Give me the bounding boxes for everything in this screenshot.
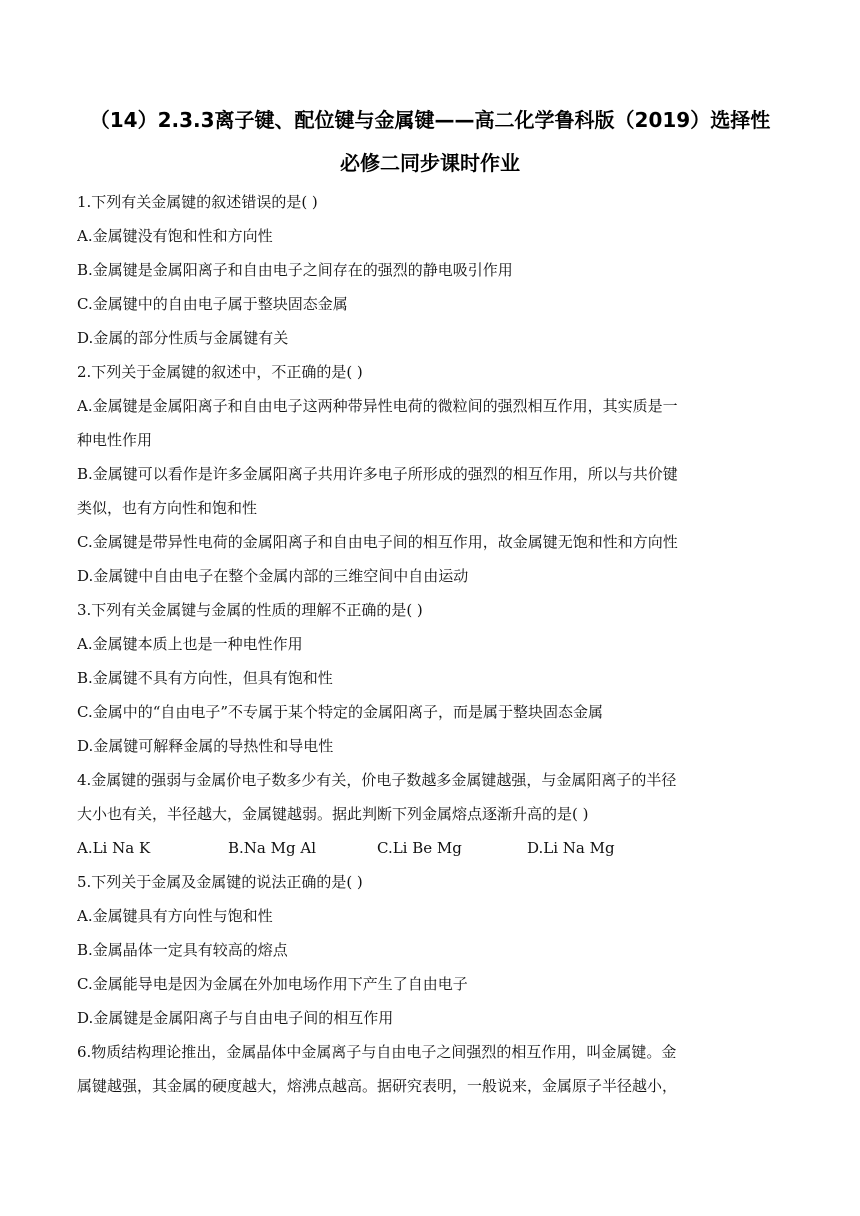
document-title-line-2: 必修二同步课时作业 [340,151,520,175]
option-a: A.金属键本质上也是一种电性作用 [77,635,303,653]
question-stem: 3.下列有关金属键与金属的性质的理解不正确的是( ) [77,601,423,619]
question-stem: 4.金属键的强弱与金属价电子数多少有关，价电子数越多金属键越强，与金属阳离子的半径 [77,771,677,789]
option-b: B.金属键是金属阳离子和自由电子之间存在的强烈的静电吸引作用 [77,261,513,279]
option-d: D.金属键中自由电子在整个金属内部的三维空间中自由运动 [77,567,469,585]
question-2 [77,355,777,593]
question-stem-continued: 属键越强，其金属的硬度越大，熔沸点越高。据研究表明，一般说来，金属原子半径越小， [77,1077,678,1095]
option-a: A.金属键具有方向性与饱和性 [77,907,273,925]
question-5 [77,865,777,1035]
option-b: B.Na Mg Al [228,839,316,857]
option-c: C.金属能导电是因为金属在外加电场作用下产生了自由电子 [77,975,468,993]
question-stem: 2.下列关于金属键的叙述中，不正确的是( ) [77,363,363,381]
question-3 [77,593,777,763]
option-b-continued: 类似，也有方向性和饱和性 [77,499,258,517]
option-b: B.金属晶体一定具有较高的熔点 [77,941,288,959]
option-b: B.金属键不具有方向性，但具有饱和性 [77,669,333,687]
question-stem: 5.下列关于金属及金属键的说法正确的是( ) [77,873,363,891]
option-c: C.金属键中的自由电子属于整块固态金属 [77,295,348,313]
option-c: C.Li Be Mg [377,839,462,857]
inline-options [77,831,777,865]
option-c: C.金属中的“自由电子”不专属于某个特定的金属阳离子，而是属于整块固态金属 [77,703,604,721]
option-b: B.金属键可以看作是许多金属阳离子共用许多电子所形成的强烈的相互作用，所以与共价键 [77,465,678,483]
option-a: A.金属键是金属阳离子和自由电子这两种带异性电荷的微粒间的强烈相互作用，其实质是一 [77,397,678,415]
question-6 [77,1035,777,1103]
option-d: D.金属键是金属阳离子与自由电子间的相互作用 [77,1009,394,1027]
option-d: D.金属的部分性质与金属键有关 [77,329,289,347]
option-c: C.金属键是带异性电荷的金属阳离子和自由电子间的相互作用，故金属键无饱和性和方向性 [77,533,678,551]
option-d: D.Li Na Mg [527,839,615,857]
question-4 [77,763,777,865]
option-a: A.Li Na K [77,839,151,857]
document-title-line-1: （14）2.3.3离子键、配位键与金属键——高二化学鲁科版（2019）选择性 [89,108,771,132]
question-list [77,185,777,1103]
question-stem-continued: 大小也有关，半径越大，金属键越弱。据此判断下列金属熔点逐渐升高的是( ) [77,805,589,823]
option-d: D.金属键可解释金属的导热性和导电性 [77,737,334,755]
question-stem: 6.物质结构理论推出，金属晶体中金属离子与自由电子之间强烈的相互作用，叫金属键。金 [77,1043,677,1061]
question-stem: 1.下列有关金属键的叙述错误的是( ) [77,193,318,211]
option-a: A.金属键没有饱和性和方向性 [77,227,273,245]
question-1 [77,185,777,355]
option-a-continued: 种电性作用 [77,431,153,449]
